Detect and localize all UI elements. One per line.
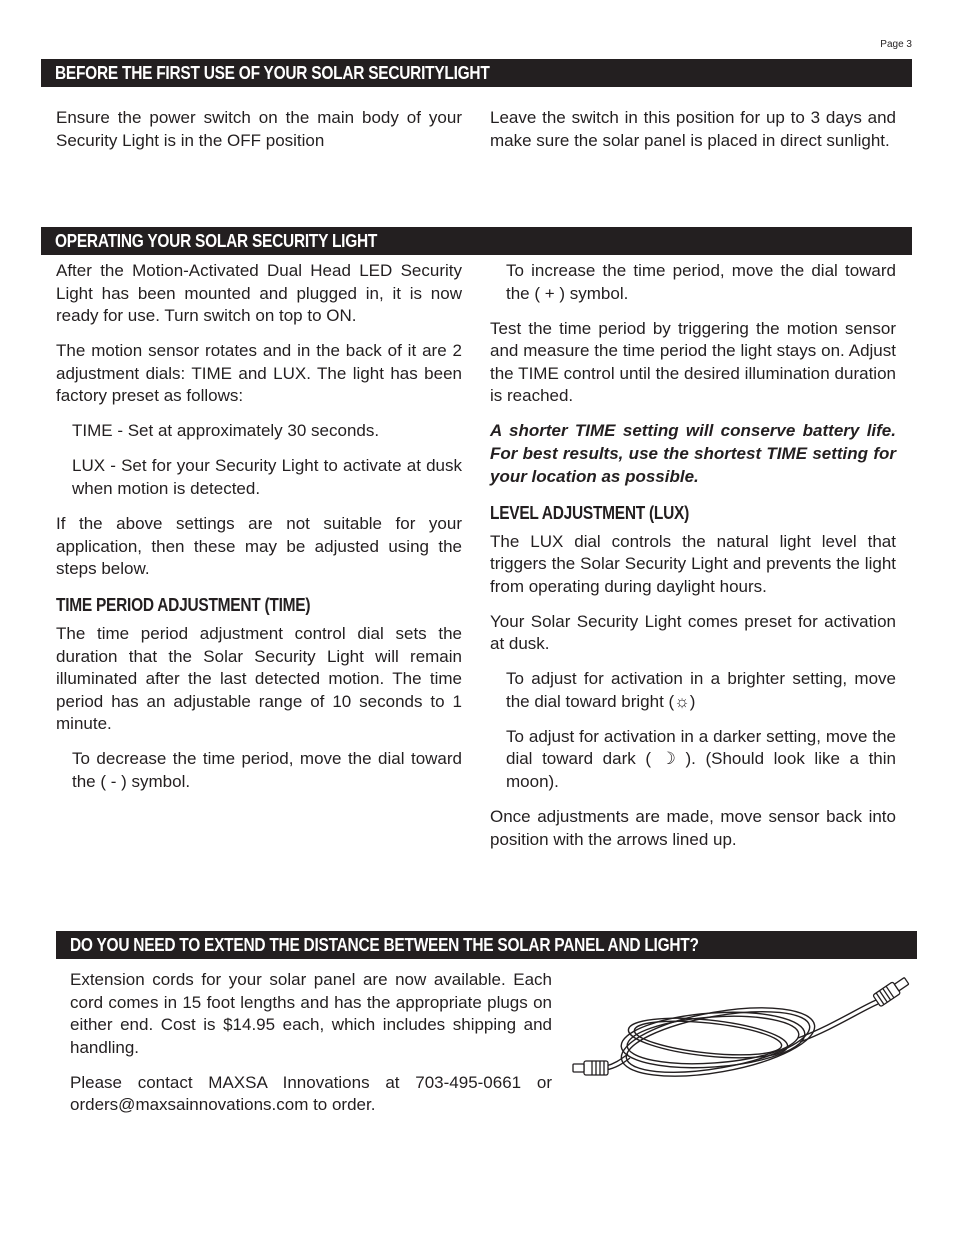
extension-cord-icon xyxy=(568,968,918,1088)
lux-adjustment-heading: LEVEL ADJUSTMENT (LUX) xyxy=(490,502,690,523)
page-number: Page 3 xyxy=(880,39,912,50)
time-decrease-text: To decrease the time period, move the dial toward the ( - ) symbol. xyxy=(72,749,462,792)
sensor-reposition-text: Once adjustments are made, move sensor back into position with the arrows lined up. xyxy=(490,807,896,849)
operating-left-p2: The motion sensor rotates and in the back of it are 2 adjustment dials: TIME and LUX. The light has been factory preset as follows: xyxy=(56,341,462,406)
operating-right-column xyxy=(490,260,896,864)
lux-brighter-text: To adjust for activation in a brighter setting, move the dial toward bright (☼) xyxy=(506,669,896,711)
time-adjustment-text: The time period adjustment control dial sets the duration that the Solar Security Light will remain illuminated after the last detected motion. The time period has an adjustable range of 10 seconds to 1 minute. xyxy=(56,624,462,734)
time-adjustment-heading: TIME PERIOD ADJUSTMENT (TIME) xyxy=(56,595,311,616)
operating-left-p1: After the Motion-Activated Dual Head LED Security Light has been mounted and plugged in, it is now ready for use. Turn switch on top to ON. xyxy=(56,261,462,326)
time-preset-text: TIME - Set at approximately 30 seconds. xyxy=(72,421,380,441)
operating-left-column xyxy=(56,260,462,806)
lux-description-text: The LUX dial controls the natural light level that triggers the Solar Security Light and prevents the light from operating during daylight hours. xyxy=(490,531,896,596)
battery-tip-text: A shorter TIME setting will conserve battery life. For best results, use the shortest TIME setting for your location as possible. xyxy=(490,421,896,486)
first-use-left-text: Ensure the power switch on the main body of your Security Light is in the OFF position xyxy=(56,108,462,150)
time-test-text: Test the time period by triggering the motion sensor and measure the time period the light stays on. Adjust the TIME control until the desired illumination duration is reached. xyxy=(490,318,896,406)
extension-cord-text: Extension cords for your solar panel are now available. Each cord comes in 15 foot lengths and has the appropriate plugs on either end. Cost is $14.95 each, which includes shipping and handling. xyxy=(70,970,552,1057)
section-heading-extension: DO YOU NEED TO EXTEND THE DISTANCE BETWEEN THE SOLAR PANEL AND LIGHT? xyxy=(56,931,917,959)
section-heading-first-use: BEFORE THE FIRST USE OF YOUR SOLAR SECURITYLIGHT xyxy=(41,59,912,87)
first-use-right-text: Leave the switch in this position for up to 3 days and make sure the solar panel is placed in direct sunlight. xyxy=(490,108,896,150)
lux-preset-text: LUX - Set for your Security Light to activate at dusk when motion is detected. xyxy=(72,456,462,498)
lux-darker-text: To adjust for activation in a darker setting, move the dial toward dark ( ☽ ). (Should look like a thin moon). xyxy=(506,726,896,792)
lux-preset-dusk-text: Your Solar Security Light comes preset for activation at dusk. xyxy=(490,611,896,654)
section-heading-operating: OPERATING YOUR SOLAR SECURITY LIGHT xyxy=(41,227,912,255)
extension-text-column xyxy=(70,969,552,1129)
operating-left-p5: If the above settings are not suitable for your application, then these may be adjusted using the steps below. xyxy=(56,513,462,579)
time-increase-text: To increase the time period, move the dial toward the ( + ) symbol. xyxy=(506,261,896,303)
first-use-right-column xyxy=(490,107,896,165)
first-use-left-column xyxy=(56,107,462,165)
contact-text: Please contact MAXSA Innovations at 703-495-0661 or orders@maxsainnovations.com to order. xyxy=(70,1072,552,1115)
